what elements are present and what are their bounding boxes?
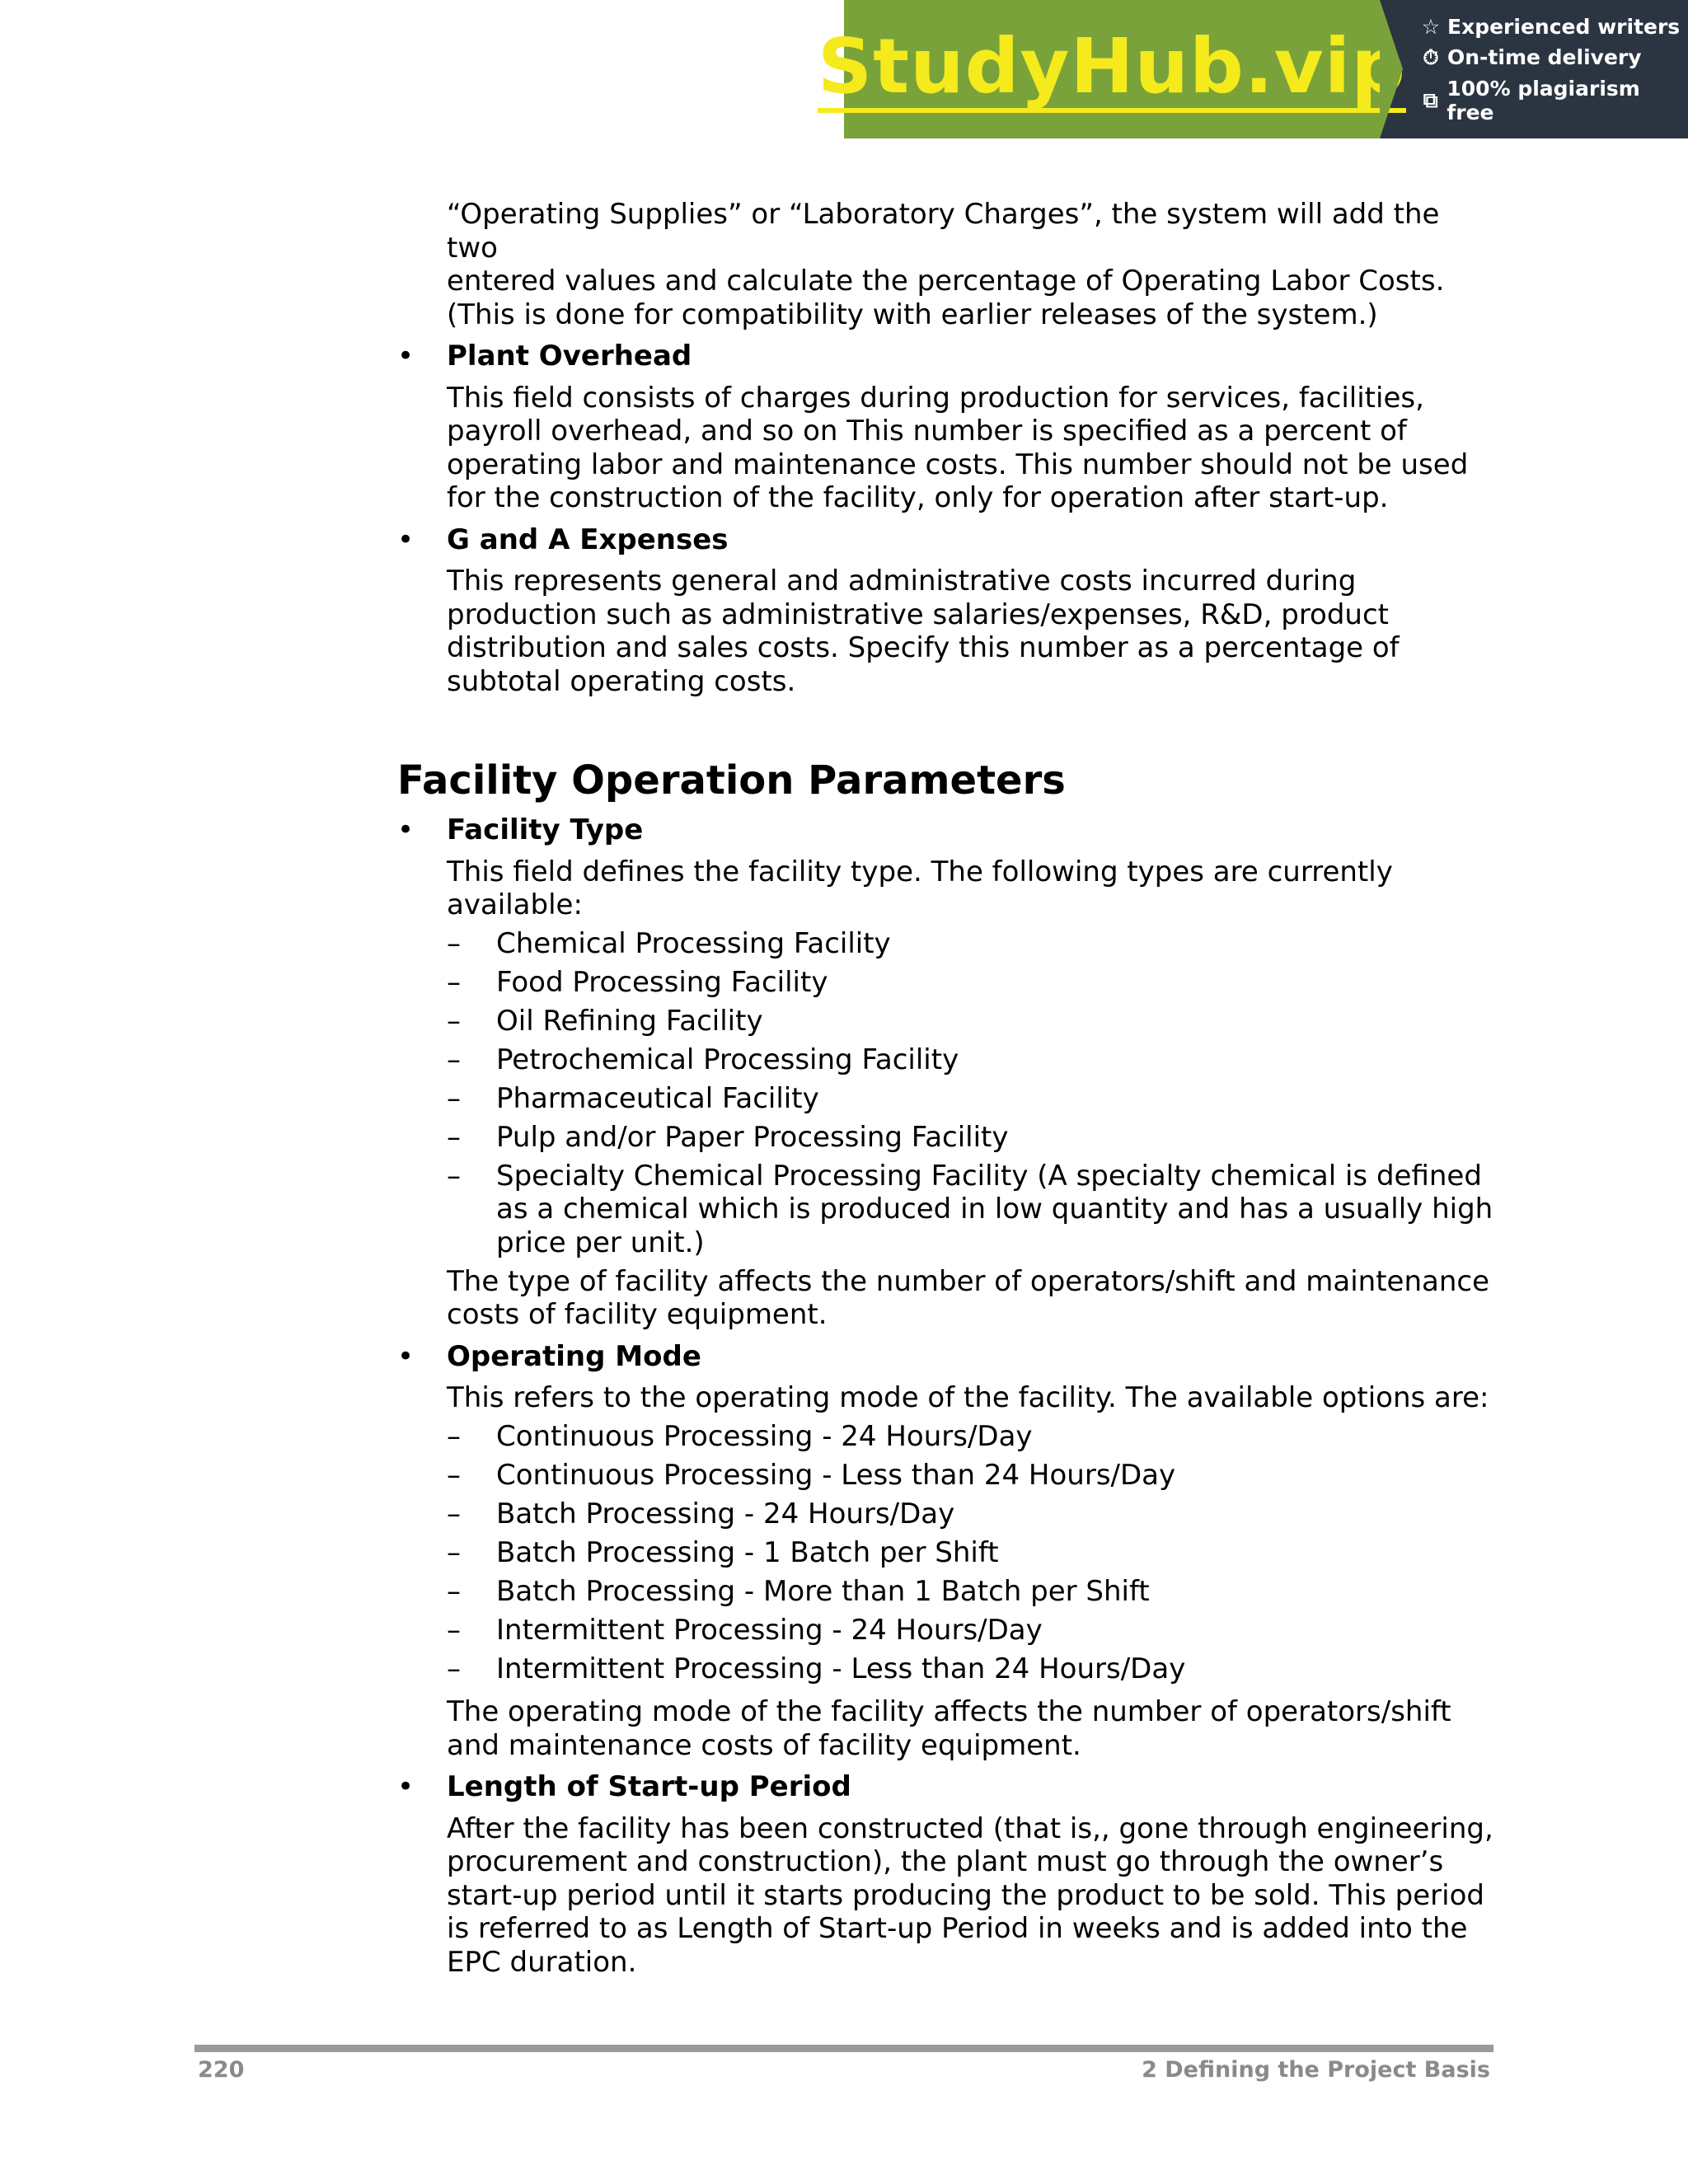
list-item xyxy=(447,1497,1493,1531)
dash-icon: – xyxy=(447,1535,461,1569)
dash-icon: – xyxy=(447,1419,461,1453)
list-item xyxy=(447,1043,1493,1077)
list-item xyxy=(447,1535,1493,1570)
banner-arrow-shape xyxy=(1380,0,1403,138)
bullet-facility-type xyxy=(397,813,1688,847)
feature-experienced-writers xyxy=(1421,15,1688,39)
list-item xyxy=(447,1081,1493,1116)
chapter-title: 2 Defining the Project Basis xyxy=(1142,2057,1490,2083)
facility-type-paragraph xyxy=(447,855,1493,922)
bullet-startup-period xyxy=(397,1770,1688,1804)
bullet-icon: • xyxy=(397,523,415,556)
bullet-g-and-a xyxy=(397,523,1688,557)
page-number: 220 xyxy=(198,2057,245,2083)
bullet-plant-overhead xyxy=(397,340,1688,373)
text-line: entered values and calculate the percentage of Operating Labor Costs. xyxy=(447,265,1445,298)
bullet-icon: • xyxy=(397,813,415,846)
dash-icon: – xyxy=(447,1574,461,1608)
feature-label: Experienced writers xyxy=(1447,14,1681,39)
text-line: Batch Processing - 1 Batch per Shift xyxy=(496,1535,999,1569)
text-line: This refers to the operating mode of the facility. The available options are: xyxy=(447,1381,1489,1414)
dash-icon: – xyxy=(447,1652,461,1685)
feature-plagiarism-free xyxy=(1421,77,1688,124)
feature-label: On-time delivery xyxy=(1447,45,1642,69)
text-line: Continuous Processing - 24 Hours/Day xyxy=(496,1419,1033,1453)
text-line: The type of facility affects the number of operators/shift and maintenance xyxy=(447,1264,1490,1298)
text-line: production such as administrative salaries/expenses, R&D, product xyxy=(447,598,1390,631)
text-line: Intermittent Processing - Less than 24 Hours/Day xyxy=(496,1652,1186,1685)
text-line: Intermittent Processing - 24 Hours/Day xyxy=(496,1613,1043,1647)
text-line: Batch Processing - More than 1 Batch per Shift xyxy=(496,1574,1150,1608)
text-line: price per unit.) xyxy=(496,1226,705,1259)
text-line: costs of facility equipment. xyxy=(447,1298,828,1331)
bullet-title: G and A Expenses xyxy=(447,523,729,556)
text-line: The operating mode of the facility affects the number of operators/shift xyxy=(447,1695,1451,1728)
text-line: for the construction of the facility, only for operation after start-up. xyxy=(447,481,1389,514)
text-line: Oil Refining Facility xyxy=(496,1004,763,1038)
section-heading: Facility Operation Parameters xyxy=(397,757,1066,804)
text-line: Chemical Processing Facility xyxy=(496,926,891,960)
dash-icon: – xyxy=(447,965,461,999)
text-line: is referred to as Length of Start-up Period in weeks and is added into the xyxy=(447,1912,1468,1945)
dash-icon: – xyxy=(447,1159,461,1193)
operating-mode-paragraph xyxy=(447,1381,1493,1415)
bullet-title: Length of Start-up Period xyxy=(447,1770,851,1803)
logo-text: StudyHub.vip xyxy=(818,26,1406,113)
text-line: Pulp and/or Paper Processing Facility xyxy=(496,1120,1009,1154)
clock-icon: ⏱ xyxy=(1423,45,1439,69)
list-item xyxy=(447,926,1493,961)
copy-icon: ⧉ xyxy=(1423,87,1438,112)
startup-paragraph xyxy=(447,1812,1493,1980)
text-line: as a chemical which is produced in low quantity and has a usually high xyxy=(496,1193,1493,1226)
feature-on-time-delivery xyxy=(1421,45,1688,70)
text-line: subtotal operating costs. xyxy=(447,664,796,698)
banner-features xyxy=(1380,0,1688,138)
bullet-icon: • xyxy=(397,1339,415,1373)
page-content xyxy=(0,198,1688,1979)
dash-icon: – xyxy=(447,1081,461,1115)
text-line: This field consists of charges during production for services, facilities, xyxy=(447,381,1424,415)
bullet-icon: • xyxy=(397,1770,415,1803)
text-line: This represents general and administrative costs incurred during xyxy=(447,565,1357,598)
text-line: Continuous Processing - Less than 24 Hours/Day xyxy=(496,1458,1176,1492)
text-line: “Operating Supplies” or “Laboratory Charges”, the system will add the two xyxy=(447,198,1440,265)
list-item xyxy=(447,1652,1493,1686)
list-item xyxy=(447,965,1493,1000)
dash-icon: – xyxy=(447,1004,461,1038)
text-line: Petrochemical Processing Facility xyxy=(496,1043,959,1076)
text-line: start-up period until it starts producing the product to be sold. This period xyxy=(447,1878,1484,1912)
text-line: (This is done for compatibility with earlier releases of the system.) xyxy=(447,298,1378,331)
text-line: This field defines the facility type. The following types are currently xyxy=(447,855,1393,888)
text-line: operating labor and maintenance costs. This number should not be used xyxy=(447,448,1469,481)
list-item xyxy=(447,1004,1493,1038)
g-and-a-paragraph xyxy=(447,565,1493,698)
bullet-title: Operating Mode xyxy=(447,1339,701,1373)
dash-icon: – xyxy=(447,926,461,960)
text-line: After the facility has been constructed (that is,, gone through engineering, xyxy=(447,1811,1493,1845)
text-line: payroll overhead, and so on This number is specified as a percent of xyxy=(447,415,1407,448)
dash-icon: – xyxy=(447,1613,461,1647)
dash-icon: – xyxy=(447,1458,461,1492)
bullet-title: Plant Overhead xyxy=(447,340,692,373)
list-item xyxy=(447,1159,1493,1260)
text-line: EPC duration. xyxy=(447,1945,637,1979)
list-item xyxy=(447,1120,1493,1155)
bullet-title: Facility Type xyxy=(447,813,644,846)
operating-mode-after-paragraph xyxy=(447,1695,1493,1762)
text-line: and maintenance costs of facility equipment. xyxy=(447,1728,1081,1762)
facility-type-after-paragraph xyxy=(447,1265,1493,1332)
feature-label: 100% plagiarism free xyxy=(1447,76,1640,124)
list-item xyxy=(447,1419,1493,1454)
text-line: Specialty Chemical Processing Facility (A specialty chemical is defined xyxy=(496,1159,1482,1193)
studyhub-logo[interactable] xyxy=(817,0,1407,138)
bullet-icon: • xyxy=(397,340,415,373)
dash-icon: – xyxy=(447,1043,461,1076)
list-item xyxy=(447,1458,1493,1493)
list-item xyxy=(447,1613,1493,1647)
studyhub-banner[interactable] xyxy=(817,0,1688,138)
facility-type-list xyxy=(0,927,1688,1260)
dash-icon: – xyxy=(447,1120,461,1154)
bullet-operating-mode xyxy=(397,1339,1688,1374)
operating-mode-list xyxy=(0,1420,1688,1686)
text-line: procurement and construction), the plant must go through the owner’s xyxy=(447,1845,1444,1878)
plant-overhead-paragraph xyxy=(447,382,1493,515)
text-line: Food Processing Facility xyxy=(496,965,828,999)
text-line: available: xyxy=(447,888,583,921)
text-line: Pharmaceutical Facility xyxy=(496,1081,819,1115)
intro-paragraph xyxy=(447,198,1493,331)
dash-icon: – xyxy=(447,1497,461,1530)
footer-rule xyxy=(195,2045,1493,2052)
star-icon: ☆ xyxy=(1421,14,1441,39)
text-line: Batch Processing - 24 Hours/Day xyxy=(496,1497,955,1530)
text-line: distribution and sales costs. Specify this number as a percentage of xyxy=(447,631,1400,664)
list-item xyxy=(447,1574,1493,1609)
